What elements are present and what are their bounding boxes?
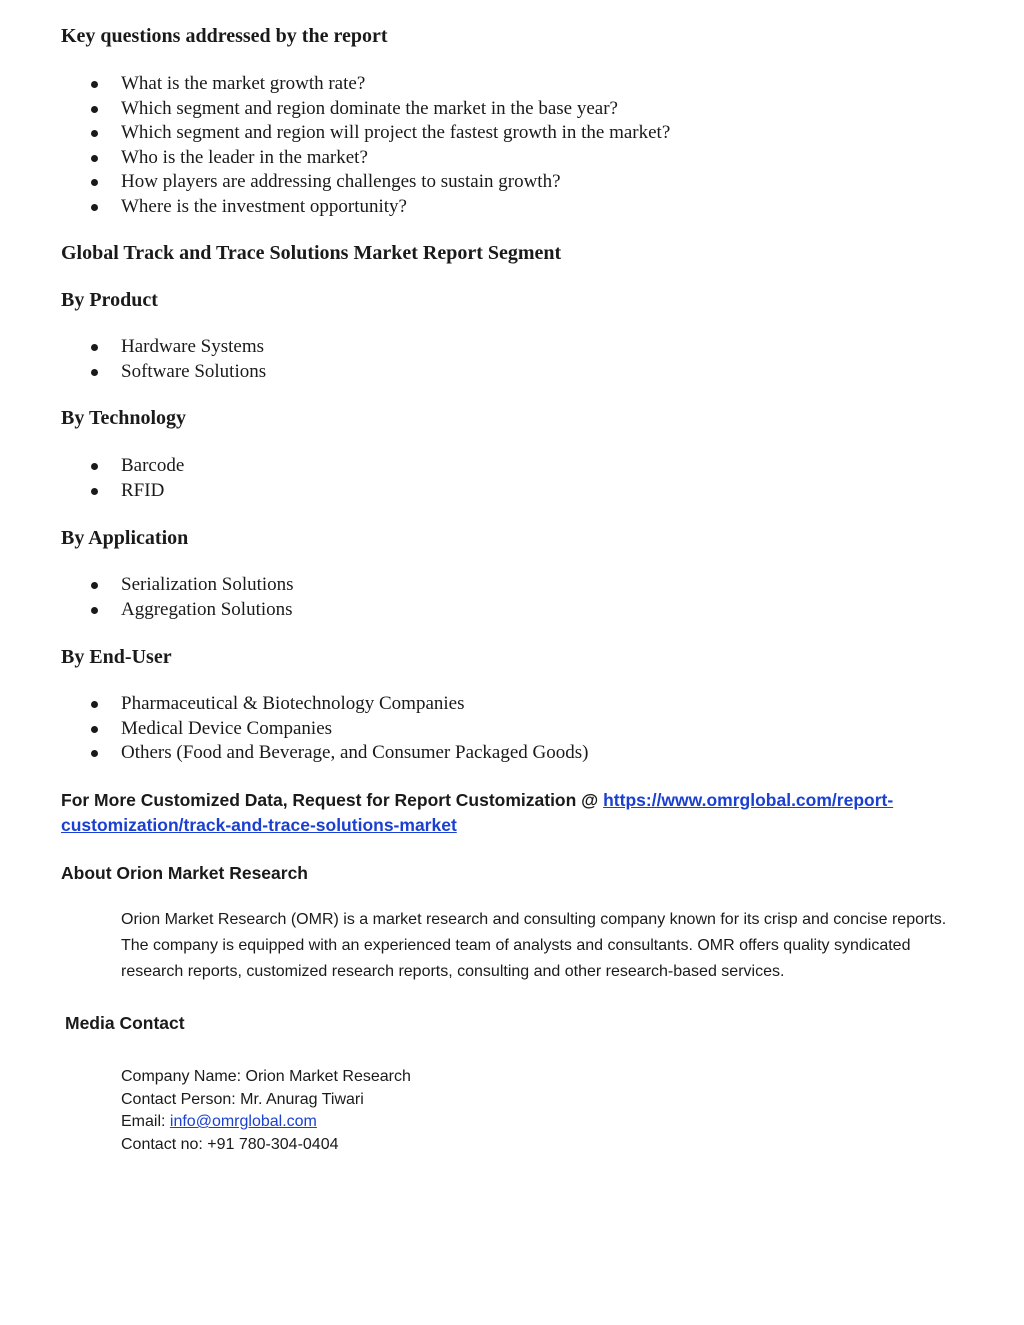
bullet-icon xyxy=(91,179,98,186)
by-application-list xyxy=(61,573,294,622)
list-item: Which segment and region will project the fastest growth in the market? xyxy=(61,121,670,146)
bullet-icon xyxy=(91,750,98,757)
bullet-icon xyxy=(91,106,98,113)
by-product-heading: By Product xyxy=(61,289,158,311)
bullet-icon xyxy=(91,488,98,495)
by-technology-list xyxy=(61,454,184,503)
by-end-user-list xyxy=(61,692,589,766)
key-questions-heading: Key questions addressed by the report xyxy=(61,25,388,47)
by-technology-heading: By Technology xyxy=(61,407,187,429)
list-item: What is the market growth rate? xyxy=(61,72,670,97)
list-item: Hardware Systems xyxy=(61,335,266,360)
contact-email-label: Email: xyxy=(121,1113,170,1130)
about-heading: About Orion Market Research xyxy=(61,863,308,883)
by-end-user-heading: By End-User xyxy=(61,646,172,668)
contact-person: Contact Person: Mr. Anurag Tiwari xyxy=(121,1090,364,1108)
bullet-icon xyxy=(91,204,98,211)
list-item: Which segment and region dominate the market in the base year? xyxy=(61,97,670,122)
list-item: Software Solutions xyxy=(61,360,266,385)
segment-heading: Global Track and Trace Solutions Market Report Segment xyxy=(61,242,562,264)
bullet-icon xyxy=(91,81,98,88)
by-application-heading: By Application xyxy=(61,527,189,549)
media-contact-details xyxy=(121,1066,411,1156)
bullet-icon xyxy=(91,463,98,470)
list-item: How players are addressing challenges to sustain growth? xyxy=(61,170,670,195)
contact-company: Company Name: Orion Market Research xyxy=(121,1068,411,1085)
bullet-icon xyxy=(91,582,98,589)
bullet-icon xyxy=(91,726,98,733)
list-item: Others (Food and Beverage, and Consumer Packaged Goods) xyxy=(61,741,589,766)
list-item: Serialization Solutions xyxy=(61,573,294,598)
bullet-icon xyxy=(91,130,98,137)
customization-text: For More Customized Data, Request for Report Customization @ xyxy=(61,790,604,810)
list-item: Medical Device Companies xyxy=(61,717,589,742)
customization-paragraph xyxy=(61,788,964,838)
bullet-icon xyxy=(91,155,98,162)
about-body: Orion Market Research (OMR) is a market research and consulting company known for its crisp and concise reports. The company is equipped with an experienced team of analysts and consultants. OMR offers quality syndicated research reports, customized research reports, consulting and other research-based services. xyxy=(121,911,947,980)
list-item: Where is the investment opportunity? xyxy=(61,195,670,220)
list-item: Pharmaceutical & Biotechnology Companies xyxy=(61,692,589,717)
customization-link[interactable]: https://www.omrglobal.com/report- customization/track-and-trace-solutions-market xyxy=(61,790,894,835)
bullet-icon xyxy=(91,607,98,614)
list-item: Barcode xyxy=(61,454,184,479)
media-contact-heading: Media Contact xyxy=(65,1013,185,1033)
bullet-icon xyxy=(91,369,98,376)
contact-email-row xyxy=(121,1111,411,1134)
bullet-icon xyxy=(91,344,98,351)
contact-email-link[interactable]: info@omrglobal.com xyxy=(169,1113,317,1130)
contact-phone: Contact no: +91 780-304-0404 xyxy=(121,1135,339,1153)
by-product-list xyxy=(61,335,266,384)
list-item: Who is the leader in the market? xyxy=(61,146,670,171)
list-item: Aggregation Solutions xyxy=(61,598,294,623)
list-item: RFID xyxy=(61,479,184,504)
key-questions-list xyxy=(61,72,670,219)
bullet-icon xyxy=(91,701,98,708)
